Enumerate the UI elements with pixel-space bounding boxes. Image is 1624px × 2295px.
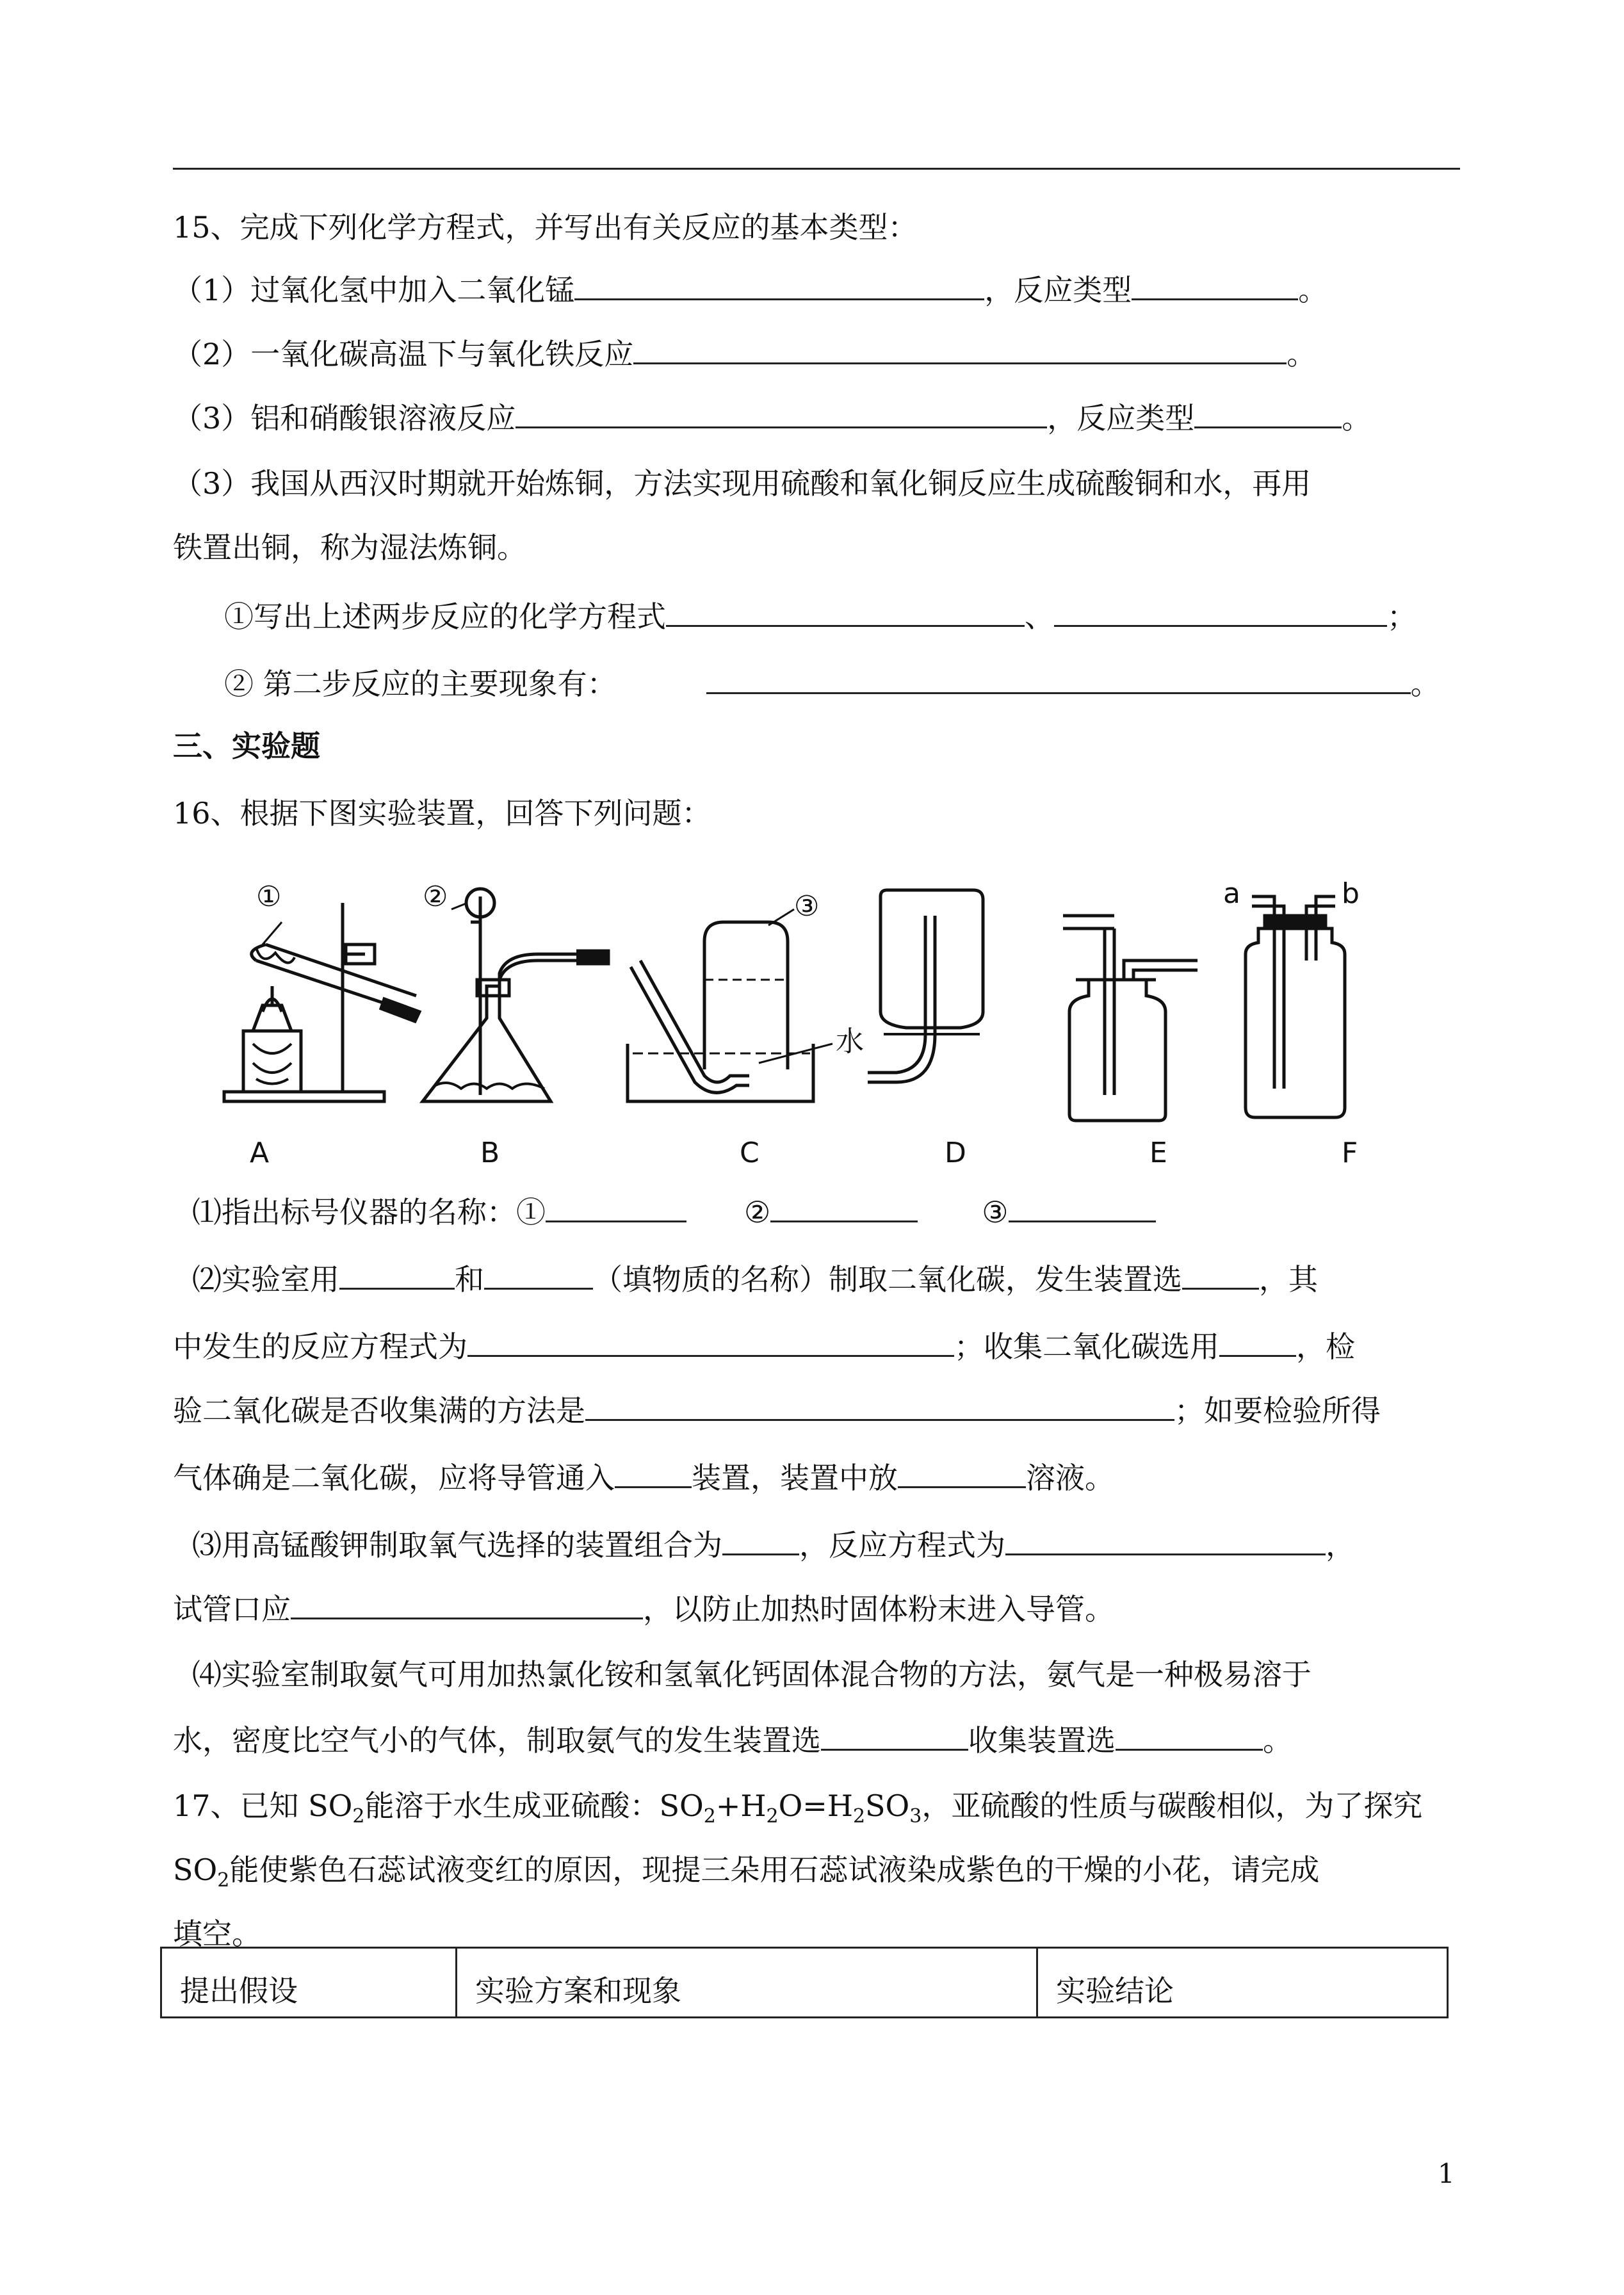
q16-title: 16、根据下图实验装置，回答下列问题： [173, 796, 711, 831]
q15-line2: （2）一氧化碳高温下与氧化铁反应 。 [173, 333, 1316, 373]
q17-line3: 填空。 [173, 1917, 261, 1951]
section-title: 三、实验题 [173, 729, 320, 763]
callout-2: ② [423, 880, 448, 913]
q16-part4-line2: 水，密度比空气小的气体，制取氨气的发生装置选 收集装置选 。 [173, 1719, 1292, 1760]
blank[interactable] [1194, 397, 1342, 428]
q16-part2-line3: 验二氧化碳是否收集满的方法是 ；如要检验所得 [173, 1390, 1381, 1430]
blank[interactable] [1132, 269, 1298, 300]
blank[interactable] [574, 269, 984, 300]
blank[interactable] [1116, 1719, 1263, 1751]
q17-line1: 17、已知 $SO_2$能溶于水生成亚硫酸：$SO_2+H_2O=H_2SO_3$，亚硫酸的性质与碳酸相似，为了探究 [173, 1788, 1423, 1828]
q16-part1: ⑴指出标号仪器的名称：① ② ③ [192, 1191, 1156, 1231]
q17-line2: $SO_2$能使紫色石蕊试液变红的原因，现提三朵用石蕊试液染成紫色的干燥的小花，请完成 [173, 1853, 1320, 1892]
port-a: a [1223, 877, 1240, 910]
blank[interactable] [722, 1524, 799, 1555]
stand-base [224, 1092, 384, 1101]
label-c: C [740, 1137, 759, 1169]
gas-bottle-f [1246, 929, 1345, 1117]
q15-title: 15、完成下列化学方程式，并写出有关反应的基本类型： [173, 210, 918, 245]
inverted-bottle [881, 890, 983, 1028]
blank[interactable] [1182, 1258, 1259, 1290]
label-b: B [480, 1137, 500, 1169]
q16-part2-line1: ⑵实验室用 和 （填物质的名称）制取二氧化碳，发生装置选 ，其 [192, 1258, 1318, 1299]
q16-part4-line1: ⑷实验室制取氨气可用加热氯化铵和氢氧化钙固体混合物的方法，氨气是一种极易溶于 [192, 1657, 1311, 1692]
label-a: A [250, 1137, 270, 1169]
label-d: D [945, 1137, 966, 1169]
callout-1: ① [256, 880, 282, 913]
table-header-cell: 提出假设 [161, 1948, 457, 2018]
q15-line3: （3）铝和硝酸银溶液反应 ，反应类型 。 [173, 397, 1371, 437]
blank[interactable] [706, 663, 1411, 694]
blank[interactable] [1009, 1191, 1156, 1222]
blank[interactable] [484, 1258, 593, 1290]
q15-line4: （3）我国从西汉时期就开始炼铜，方法实现用硫酸和氧化铜反应生成硫酸铜和水，再用 [173, 466, 1311, 501]
q16-part2-line4: 气体确是二氧化碳，应将导管通入 装置，装置中放 溶液。 [173, 1457, 1114, 1497]
blank[interactable] [1054, 596, 1387, 627]
port-b: b [1342, 877, 1360, 910]
q16-part3-line2: 试管口应 ，以防止加热时固体粉末进入导管。 [173, 1588, 1114, 1628]
blank[interactable] [339, 1258, 455, 1290]
collection-bottle [704, 941, 788, 1069]
blank[interactable] [546, 1191, 686, 1222]
q15-line5: 铁置出铜，称为湿法炼铜。 [173, 530, 526, 565]
header-rule [173, 168, 1460, 170]
table-header-cell: 实验方案和现象 [457, 1948, 1037, 2018]
blank[interactable] [1005, 1524, 1326, 1555]
callout-3: ③ [794, 890, 820, 923]
blank[interactable] [633, 333, 1287, 364]
blank[interactable] [666, 596, 1025, 627]
blank[interactable] [516, 397, 1047, 428]
label-e: E [1149, 1137, 1167, 1169]
blank[interactable] [615, 1457, 692, 1488]
leader-1 [263, 922, 282, 945]
q16-part2-line2: 中发生的反应方程式为 ；收集二氧化碳选用 ，检 [173, 1326, 1355, 1366]
q16-part3-line1: ⑶用高锰酸钾制取氧气选择的装置组合为 ，反应方程式为 ， [192, 1524, 1355, 1564]
q15-line6: ①写出上述两步反应的化学方程式 、 ； [224, 596, 1417, 636]
gas-bottle-e [1069, 980, 1165, 1121]
blank[interactable] [821, 1719, 968, 1751]
blank[interactable] [585, 1390, 1174, 1421]
blank[interactable] [467, 1326, 954, 1357]
table-header-row [161, 1948, 1448, 2018]
blank[interactable] [770, 1191, 918, 1222]
experiment-table [160, 1947, 1449, 2018]
label-f: F [1342, 1137, 1358, 1169]
table-header-cell: 实验结论 [1037, 1948, 1448, 2018]
blank[interactable] [291, 1588, 643, 1619]
page-number: 1 [1438, 2158, 1455, 2189]
q15-line7: ② 第二步反应的主要现象有： 。 [224, 663, 1440, 703]
q15-line1: （1）过氧化氢中加入二氧化锰 ，反应类型 。 [173, 269, 1328, 309]
blank[interactable] [898, 1457, 1026, 1488]
water-label: 水 [836, 1025, 864, 1058]
blank[interactable] [1219, 1326, 1296, 1357]
